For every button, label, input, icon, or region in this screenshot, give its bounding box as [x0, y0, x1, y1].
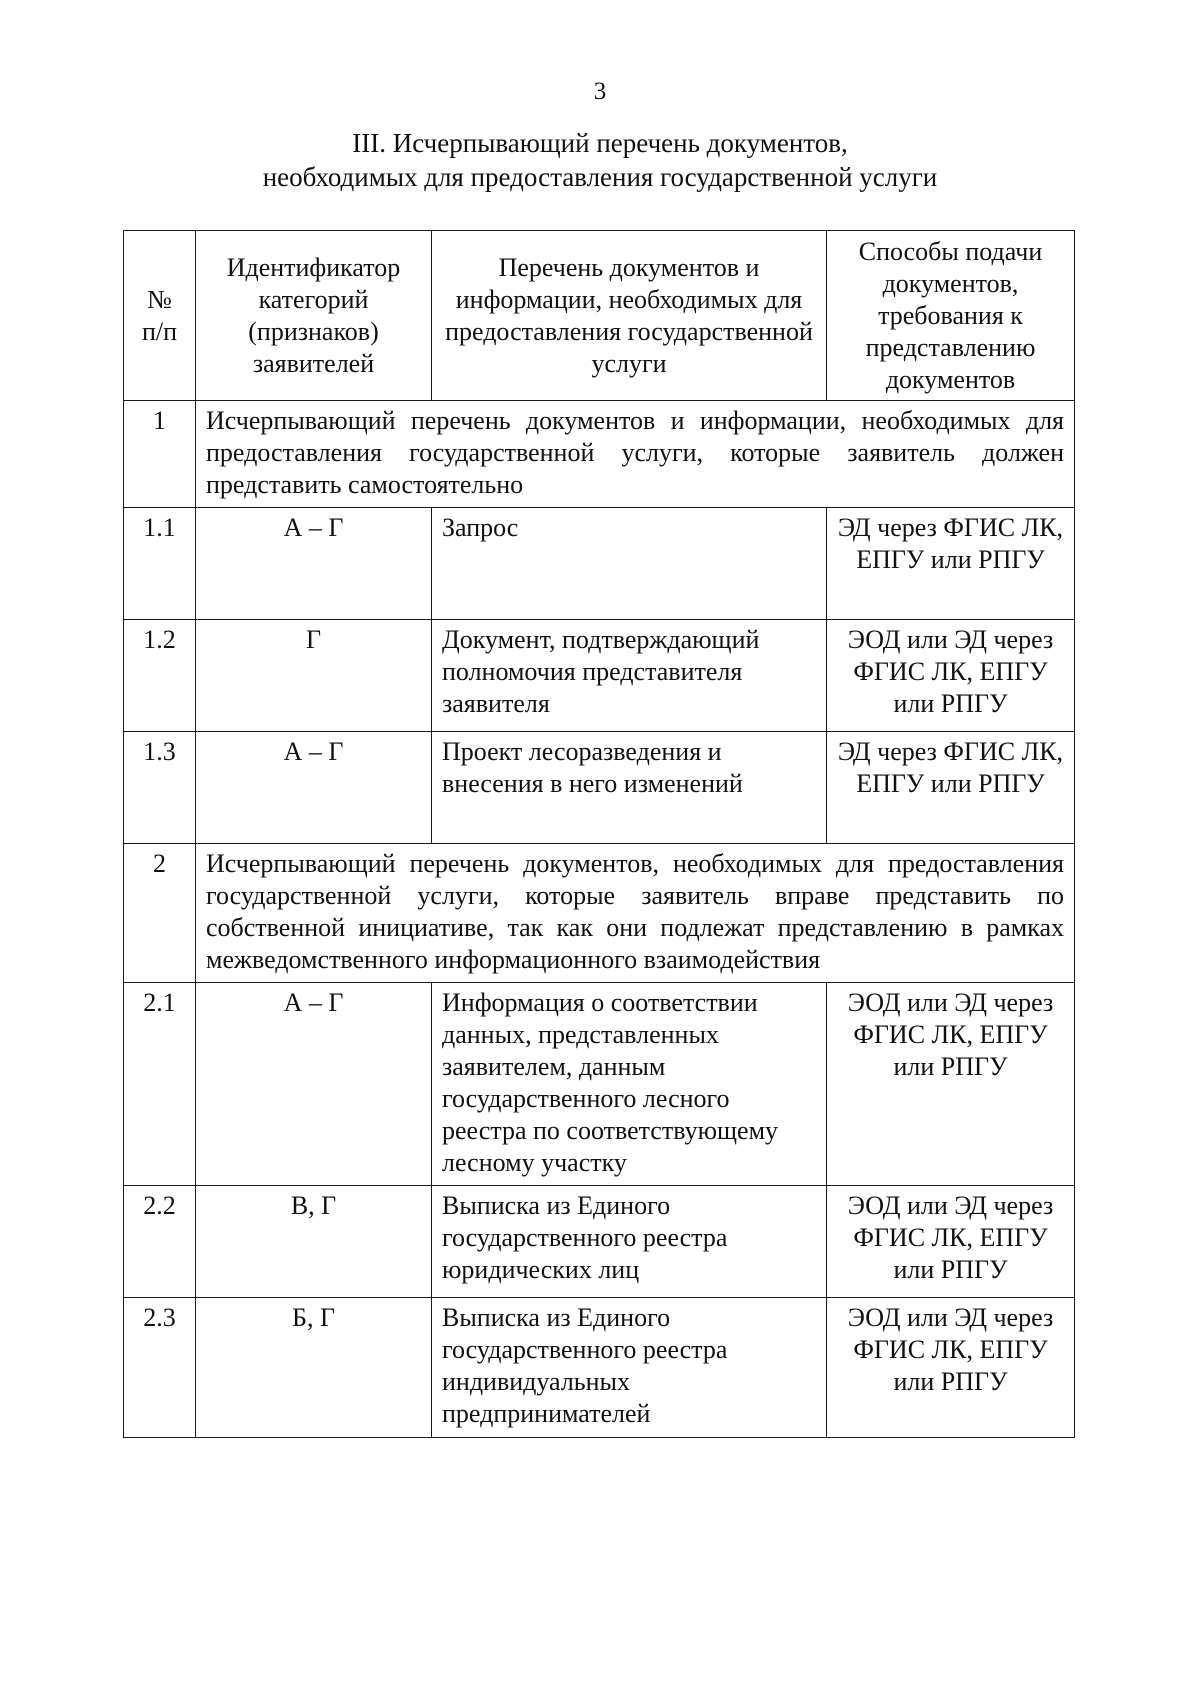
header-number: [124, 231, 196, 401]
section-heading-line-1: III. Исчерпывающий перечень документов,: [352, 128, 848, 158]
header-category: Идентификатор категорий (признаков) заявителей: [196, 231, 432, 401]
row-number: 1.3: [124, 732, 196, 844]
table-row: [124, 508, 1075, 620]
row-number: 1.1: [124, 508, 196, 620]
row-category: А – Г: [196, 732, 432, 844]
section-heading: [0, 126, 1200, 194]
row-document: Документ, подтверждающий полномочия представителя заявителя: [432, 620, 827, 732]
row-number: 2.1: [124, 983, 196, 1186]
row-category: Б, Г: [196, 1298, 432, 1438]
row-category: Г: [196, 620, 432, 732]
section-title: Исчерпывающий перечень документов, необходимых для предоставления государственной услуги, которые заявитель вправе представить по собственной инициативе, так как они подлежат представлению в рамках межведомственного информационного взаимодействия: [196, 844, 1075, 983]
table-row: [124, 620, 1075, 732]
row-number: 2.2: [124, 1186, 196, 1298]
row-category: А – Г: [196, 508, 432, 620]
row-method: ЭОД или ЭД через ФГИС ЛК, ЕПГУ или РПГУ: [827, 1298, 1075, 1438]
section-number: 1: [124, 401, 196, 508]
row-document: Запрос: [432, 508, 827, 620]
page-number: 3: [593, 78, 607, 105]
table-row: [124, 1298, 1075, 1438]
row-method: ЭОД или ЭД через ФГИС ЛК, ЕПГУ или РПГУ: [827, 1186, 1075, 1298]
row-number: 2.3: [124, 1298, 196, 1438]
row-document: Проект лесоразведения и внесения в него изменений: [432, 732, 827, 844]
row-method: ЭД через ФГИС ЛК, ЕПГУ или РПГУ: [827, 732, 1075, 844]
row-document: Выписка из Единого государственного реестра индивидуальных предпринимателей: [432, 1298, 827, 1438]
section-number: 2: [124, 844, 196, 983]
table-row: [124, 732, 1075, 844]
section-row: [124, 844, 1075, 983]
section-title: Исчерпывающий перечень документов и информации, необходимых для предоставления государственной услуги, которые заявитель должен представить самостоятельно: [196, 401, 1075, 508]
row-category: А – Г: [196, 983, 432, 1186]
header-number-line-1: №: [147, 284, 172, 314]
documents-table: [123, 230, 1075, 1438]
section-row: [124, 401, 1075, 508]
table-row: [124, 983, 1075, 1186]
table-header-row: [124, 231, 1075, 401]
row-document: Выписка из Единого государственного реестра юридических лиц: [432, 1186, 827, 1298]
header-methods: Способы подачи документов, требования к представлению документов: [827, 231, 1075, 401]
table-row: [124, 1186, 1075, 1298]
row-method: ЭОД или ЭД через ФГИС ЛК, ЕПГУ или РПГУ: [827, 983, 1075, 1186]
row-number: 1.2: [124, 620, 196, 732]
row-method: ЭД через ФГИС ЛК, ЕПГУ или РПГУ: [827, 508, 1075, 620]
row-category: В, Г: [196, 1186, 432, 1298]
header-documents: Перечень документов и информации, необходимых для предоставления государственной услуги: [432, 231, 827, 401]
row-document: Информация о соответствии данных, представленных заявителем, данным государственного лесного реестра по соответствующему лесному участку: [432, 983, 827, 1186]
header-number-line-2: п/п: [141, 316, 178, 346]
section-heading-line-2: необходимых для предоставления государственной услуги: [262, 162, 938, 192]
row-method: ЭОД или ЭД через ФГИС ЛК, ЕПГУ или РПГУ: [827, 620, 1075, 732]
